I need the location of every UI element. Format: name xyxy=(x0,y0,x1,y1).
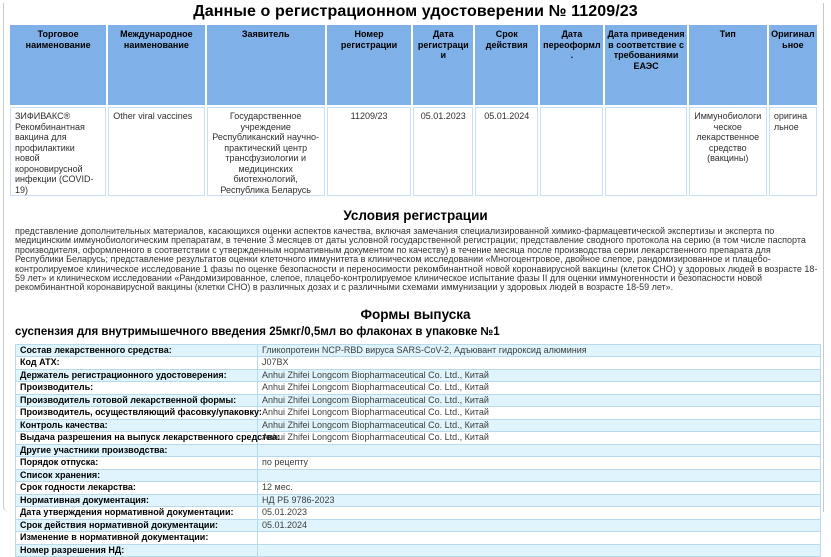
form-row-label: Производитель: xyxy=(16,382,258,395)
column-header: Номер регистрации xyxy=(327,25,411,105)
form-row-value xyxy=(258,444,821,457)
registration-cell: Государственное учреждение Республиканский научно-практический центр трансфузиологии и медицинских биотехнологий, Республика Беларусь xyxy=(207,107,325,196)
column-header: Дата регистрации xyxy=(413,25,473,105)
form-row-label: Дата утверждения нормативной документации: xyxy=(16,507,258,520)
form-row-label: Номер разрешения НД: xyxy=(16,544,258,557)
registration-cell: 11209/23 xyxy=(327,107,411,196)
form-row-value: по рецепту xyxy=(258,457,821,470)
registration-cell xyxy=(605,107,686,196)
form-row xyxy=(16,432,821,445)
column-header: Заявитель xyxy=(207,25,325,105)
registration-header-row xyxy=(10,25,817,105)
form-row xyxy=(16,457,821,470)
form-row xyxy=(16,519,821,532)
form-row-value: Anhui Zhifei Longcom Biopharmaceutical Co. Ltd., Китай xyxy=(258,407,821,420)
registration-data-row xyxy=(10,107,817,196)
page-title: Данные о регистрационном удостоверении № 11209/23 xyxy=(193,3,638,20)
form-row xyxy=(16,344,821,357)
form-row-label: Производитель готовой лекарственной формы: xyxy=(16,394,258,407)
form-row xyxy=(16,369,821,382)
form-row-value xyxy=(258,469,821,482)
form-row-value: Anhui Zhifei Longcom Biopharmaceutical Co. Ltd., Китай xyxy=(258,382,821,395)
form-row-label: Срок действия нормативной документации: xyxy=(16,519,258,532)
registration-cell: 05.01.2023 xyxy=(413,107,473,196)
form-row-label: Производитель, осуществляющий фасовку/упаковку: xyxy=(16,407,258,420)
form-row xyxy=(16,382,821,395)
form-row-label: Другие участники производства: xyxy=(16,444,258,457)
form-row-label: Контроль качества: xyxy=(16,419,258,432)
column-header: Дата переоформл. xyxy=(540,25,603,105)
registration-cell: ЗИФИВАКС® Рекомбинантная вакцина для профилактики новой короновирусной инфекции (COVID-19) xyxy=(10,107,106,196)
form-row-value xyxy=(258,544,821,557)
form-row-label: Код АТХ: xyxy=(16,357,258,370)
form-row-value: 05.01.2024 xyxy=(258,519,821,532)
form-row-label: Порядок отпуска: xyxy=(16,457,258,470)
form-row xyxy=(16,494,821,507)
registration-table xyxy=(8,23,819,198)
form-row-label: Срок годности лекарства: xyxy=(16,482,258,495)
form-row-value: Anhui Zhifei Longcom Biopharmaceutical Co. Ltd., Китай xyxy=(258,432,821,445)
form-row-value: Anhui Zhifei Longcom Biopharmaceutical Co. Ltd., Китай xyxy=(258,419,821,432)
conditions-text: представление дополнительных материалов, касающихся оценки аспектов качества, включая замечания специализированной химико-фармацевтической экспертизы и эксперта по медицинским иммунобиологическим препаратам, в течение 3 месяцев от даты условной государственной регистрации; представление сводного протокола на серию (в том числе паспорта производителя, оформленного в соответствии с утвержденным нормативным документом по качеству) в течение месяца после производства серии лекарственного препарата для Республики Беларусь; представление результатов оценки клеточного иммунитета в клиническом исследовании «Многоцентровое, двойное слепое, рандомизированное и плацебо-контролируемое клиническое исследование 1 фазы по оценке безопасности и переносимости рекомбинантной новой коронавирусной вакцины (клеток CHO) у здоровых людей в возрасте 18-59 лет» и клиническом исследовании «Рандомизированное, слепое, плацебо-контролируемое клиническое испытание фазы II для оценки иммуногенности и безопасности новой рекомбинантной коронавирусной вакцины (клетки CHO) в различных дозах и с различными схемами иммунизации у здоровых людей в возрасте 18-59 лет». xyxy=(15,226,818,293)
page-frame xyxy=(3,3,824,555)
registration-cell: 05.01.2024 xyxy=(475,107,538,196)
form-row-label: Состав лекарственного средства: xyxy=(16,344,258,357)
form-row xyxy=(16,469,821,482)
atc-code-link[interactable]: J07BX xyxy=(258,357,821,370)
form-row-label: Список хранения: xyxy=(16,469,258,482)
form-row xyxy=(16,507,821,520)
form-row-label: Нормативная документация: xyxy=(16,494,258,507)
form-row xyxy=(16,532,821,545)
form-row-label: Держатель регистрационного удостоверения: xyxy=(16,369,258,382)
form-row-value: Anhui Zhifei Longcom Biopharmaceutical Co. Ltd., Китай xyxy=(258,369,821,382)
registration-cell: Иммунобиологическое лекарственное средство (вакцины) xyxy=(689,107,767,196)
form-row-value: 05.01.2023 xyxy=(258,507,821,520)
registration-cell: Other viral vaccines xyxy=(108,107,204,196)
column-header: Оригинальное xyxy=(769,25,817,105)
form-row-value: 12 мес. xyxy=(258,482,821,495)
form-row-value: Гликопротеин NCP-RBD вируса SARS-CoV-2, Адъювант гидроксид алюминия xyxy=(258,344,821,357)
column-header: Дата приведения в соответствие с требованиями ЕАЭС xyxy=(605,25,686,105)
form-row xyxy=(16,444,821,457)
form-row xyxy=(16,394,821,407)
column-header: Торговое наименование xyxy=(10,25,106,105)
form-row xyxy=(16,544,821,557)
column-header: Срок действия xyxy=(475,25,538,105)
column-header: Международное наименование xyxy=(108,25,204,105)
form-row-value: НД РБ 9786-2023 xyxy=(258,494,821,507)
registration-cell: оригинальное xyxy=(769,107,817,196)
form-row-label: Изменение в нормативной документации: xyxy=(16,532,258,545)
form-row-label: Выдача разрешения на выпуск лекарственного средства: xyxy=(16,432,258,445)
release-form-table xyxy=(15,344,821,557)
column-header: Тип xyxy=(689,25,767,105)
form-row xyxy=(16,407,821,420)
form-row xyxy=(16,482,821,495)
release-forms-heading: Формы выпуска xyxy=(360,306,471,322)
release-form-subtitle: суспензия для внутримышечного введения 25мкг/0,5мл во флаконах в упаковке №1 xyxy=(15,325,500,338)
form-row xyxy=(16,357,821,370)
registration-cell xyxy=(540,107,603,196)
form-row-value: Anhui Zhifei Longcom Biopharmaceutical Co. Ltd., Китай xyxy=(258,394,821,407)
form-row xyxy=(16,419,821,432)
conditions-heading: Условия регистрации xyxy=(343,208,488,223)
form-row-value xyxy=(258,532,821,545)
